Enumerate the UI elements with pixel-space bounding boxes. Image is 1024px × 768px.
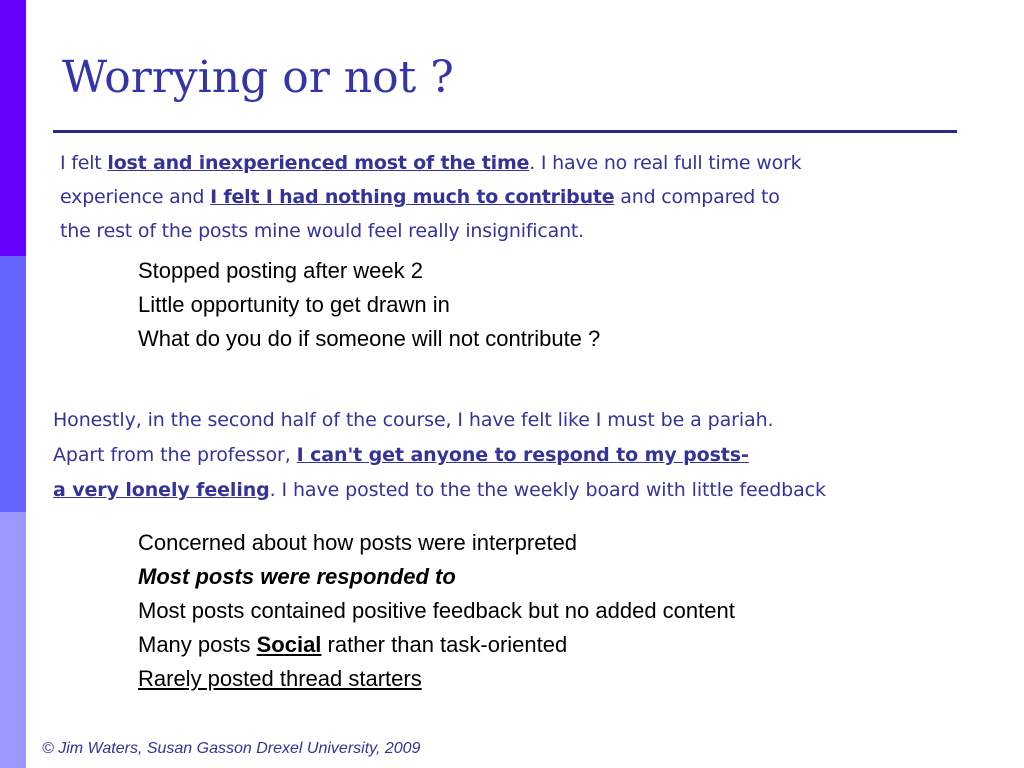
list-item: Stopped posting after week 2 — [138, 258, 423, 283]
quote2-line3-suffix: . I have posted to the the weekly board with little feedback — [269, 479, 826, 501]
list-item: Most posts contained positive feedback but no added content — [138, 598, 735, 623]
accent-bar-top — [0, 0, 26, 256]
quote2-highlight-1: I can't get anyone to respond to my posts- — [296, 444, 749, 466]
quote1-highlight-1: lost and inexperienced most of the time — [107, 152, 530, 174]
observations-list-1 — [138, 254, 600, 356]
accent-bar-bottom — [0, 512, 26, 768]
quote1-line2-suffix: and compared to — [614, 186, 780, 208]
student-quote-1 — [60, 146, 801, 248]
list-item: Little opportunity to get drawn in — [138, 292, 450, 317]
list-item — [138, 628, 735, 662]
observations-list-2 — [138, 526, 735, 696]
slide-title: Worrying or not ? — [62, 52, 454, 103]
copyright-footer: © Jim Waters, Susan Gasson Drexel University, 2009 — [42, 740, 421, 757]
quote2-line-3 — [53, 473, 826, 508]
quote1-line2-prefix: experience and — [60, 186, 211, 208]
social-emphasis: Social — [256, 632, 322, 657]
quote2-highlight-2: a very lonely feeling — [53, 479, 270, 501]
quote1-line1-suffix: . I have no real full time work — [529, 152, 802, 174]
accent-bar-middle — [0, 256, 26, 512]
student-quote-2 — [53, 403, 826, 508]
quote2-line-2 — [53, 438, 826, 473]
list-item-emphasis: Most posts were responded to — [138, 564, 456, 589]
list-item-prefix: Many posts — [138, 632, 257, 657]
quote1-line-1 — [60, 146, 801, 180]
list-item: Concerned about how posts were interpreted — [138, 530, 578, 555]
quote1-line1-prefix: I felt — [60, 152, 108, 174]
quote2-line2-prefix: Apart from the professor, — [53, 444, 297, 466]
quote1-line-3: the rest of the posts mine would feel really insignificant. — [60, 220, 585, 242]
title-divider — [53, 130, 957, 133]
list-item-suffix: rather than task-oriented — [321, 632, 568, 657]
list-item: What do you do if someone will not contribute ? — [138, 326, 601, 351]
quote1-highlight-2: I felt I had nothing much to contribute — [210, 186, 615, 208]
list-item-underlined: Rarely posted thread starters — [138, 666, 422, 691]
quote2-line-1: Honestly, in the second half of the course, I have felt like I must be a pariah. — [53, 409, 774, 431]
quote1-line-2 — [60, 180, 801, 214]
